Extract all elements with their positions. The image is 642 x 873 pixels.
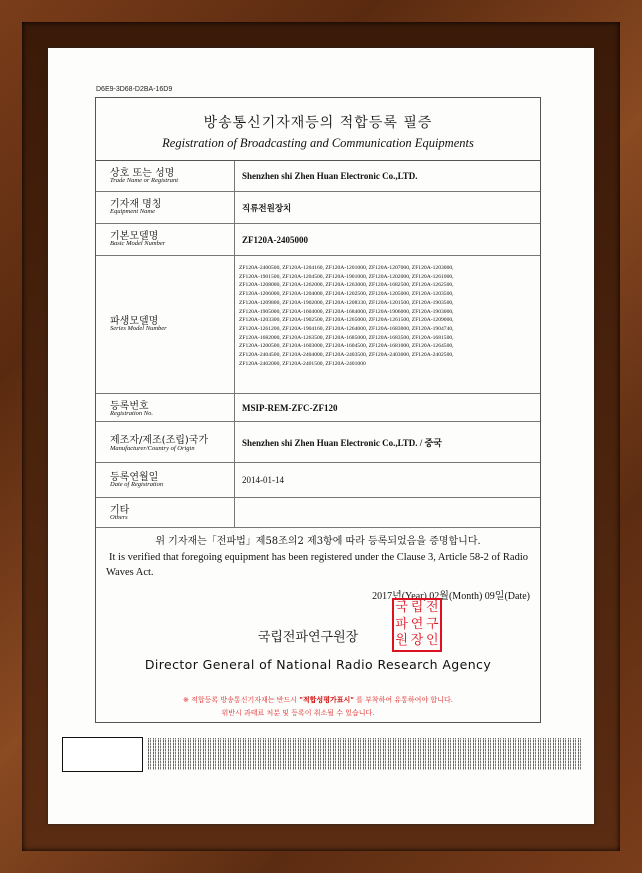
notice-line-1 xyxy=(96,695,540,705)
blank-stub-box xyxy=(62,737,143,772)
series-line: ZF120A-2402000, ZF120A-2401500, ZF120A-2401000 xyxy=(239,360,366,367)
trade-name-value: Shenzhen shi Zhen Huan Electronic Co.,LTD. xyxy=(242,171,418,181)
label-cell xyxy=(96,422,235,462)
series-line: ZF120A-2404500, ZF120A-2404000, ZF120A-2403500, ZF120A-2403000, ZF120A-2402500, xyxy=(239,352,454,359)
label-cell xyxy=(96,394,235,421)
series-line: ZF120A-1203300, ZF120A-1902500, ZF120A-1265000, ZF120A-1261500, ZF120A-1209000, xyxy=(239,317,454,324)
verification-text-korean: 위 기자재는「전파법」제58조의2 제3항에 따라 등록되었음을 증명합니다. xyxy=(155,536,481,547)
row-others xyxy=(96,498,540,528)
label-ko: 등록연월일 xyxy=(110,472,159,483)
document-code: D6E9-3D68-D2BA-16D9 xyxy=(96,86,173,93)
label-en: Date of Registration xyxy=(110,481,164,488)
equipment-name-value: 직류전원장치 xyxy=(242,204,292,214)
label-ko: 상호 또는 성명 xyxy=(110,168,175,179)
row-series-model xyxy=(96,256,540,394)
row-equipment-name xyxy=(96,192,540,224)
notice-part-a: ※ 적합등록 방송통신기자재는 반드시 xyxy=(183,696,298,704)
row-basic-model xyxy=(96,224,540,256)
series-line: ZF120A-1200500, ZF120A-1603000, ZF120A-1604500, ZF120A-1681000, ZF120A-1264500, xyxy=(239,343,454,350)
label-cell xyxy=(96,192,235,223)
label-ko: 파생모델명 xyxy=(110,316,159,327)
row-trade-name xyxy=(96,161,540,192)
title-english: Registration of Broadcasting and Communication Equipments xyxy=(162,136,474,150)
row-registration-no xyxy=(96,394,540,422)
label-cell xyxy=(96,224,235,255)
label-en: Manufacturer/Country of Origin xyxy=(110,445,195,452)
series-line: ZF120A-1901500, ZF120A-1204500, ZF120A-1901000, ZF120A-1202000, ZF120A-1261000, xyxy=(239,273,454,280)
series-line: ZF120A-1682000, ZF120A-1263500, ZF120A-1685000, ZF120A-1683500, ZF120A-1681500, xyxy=(239,334,454,341)
label-cell xyxy=(96,463,235,497)
label-cell xyxy=(96,498,235,527)
barcode-strip xyxy=(148,738,581,770)
issue-date: 2017년(Year) 02월(Month) 09일(Date) xyxy=(372,591,530,602)
label-en: Trade Name or Registrant xyxy=(110,177,179,184)
manufacturer-value: Shenzhen shi Zhen Huan Electronic Co.,LTD. / 중국 xyxy=(242,438,442,448)
notice-emphasis: "적합성평가표시" xyxy=(299,696,354,704)
registration-table xyxy=(96,160,540,528)
basic-model-value: ZF120A-2405000 xyxy=(242,235,308,245)
notice-part-c: 를 부착하여 유통하여야 합니다. xyxy=(356,696,453,704)
issuer-english: Director General of National Radio Research Agency xyxy=(144,657,492,672)
notice-line-2: 위반시 과태료 처분 및 등록이 취소될 수 있습니다. xyxy=(221,709,375,717)
label-ko: 제조자/제조(조립)국가 xyxy=(110,435,209,446)
label-en: Basic Model Number xyxy=(110,240,166,247)
series-line: ZF120A-1905000, ZF120A-1604000, ZF120A-1684000, ZF120A-1906000, ZF120A-1903000, xyxy=(239,308,454,315)
label-cell xyxy=(96,161,235,191)
series-model-list xyxy=(239,264,535,368)
certificate-box xyxy=(95,97,541,723)
label-ko: 기타 xyxy=(110,505,130,516)
row-manufacturer xyxy=(96,422,540,463)
label-en: Registration No. xyxy=(110,410,153,417)
official-seal-stamp: 국 립 전 파 연 구 원 장 인 xyxy=(392,598,442,652)
registration-no-value: MSIP-REM-ZFC-ZF120 xyxy=(242,403,338,413)
series-line: ZF120A-1261200, ZF120A-1904160, ZF120A-1264000, ZF120A-1683000, ZF120A-1904740, xyxy=(239,325,454,332)
verification-text-english: It is verified that foregoing equipment has been registered under the Clause 3, Article 58-2 of Radio Waves Act. xyxy=(106,552,529,578)
label-ko: 기자재 명칭 xyxy=(110,199,162,210)
label-en: Others xyxy=(110,514,128,521)
series-line: ZF120A-1208000, ZF120A-1262000, ZF120A-1263000, ZF120A-1682500, ZF120A-1262500, xyxy=(239,282,454,289)
date-of-registration-value: 2014-01-14 xyxy=(242,475,284,485)
label-en: Equipment Name xyxy=(110,208,155,215)
label-en: Series Model Number xyxy=(110,325,167,332)
series-line: ZF120A-2400500, ZF120A-1204160, ZF120A-1201000, ZF120A-1207000, ZF120A-1203000, xyxy=(239,265,454,271)
series-line: ZF120A-1209800, ZF120A-1902000, ZF120A-1208330, ZF120A-1201500, ZF120A-1903500, xyxy=(239,299,454,306)
series-line: ZF120A-1206000, ZF120A-1204000, ZF120A-1202500, ZF120A-1205000, ZF120A-1203500, xyxy=(239,291,454,298)
issuer-korean: 국립전파연구원장 xyxy=(257,630,359,645)
row-date-of-registration xyxy=(96,463,540,498)
title-korean: 방송통신기자재등의 적합등록 필증 xyxy=(203,115,433,131)
label-ko: 등록번호 xyxy=(110,401,149,412)
label-ko: 기본모델명 xyxy=(110,231,159,242)
label-cell xyxy=(96,256,235,393)
